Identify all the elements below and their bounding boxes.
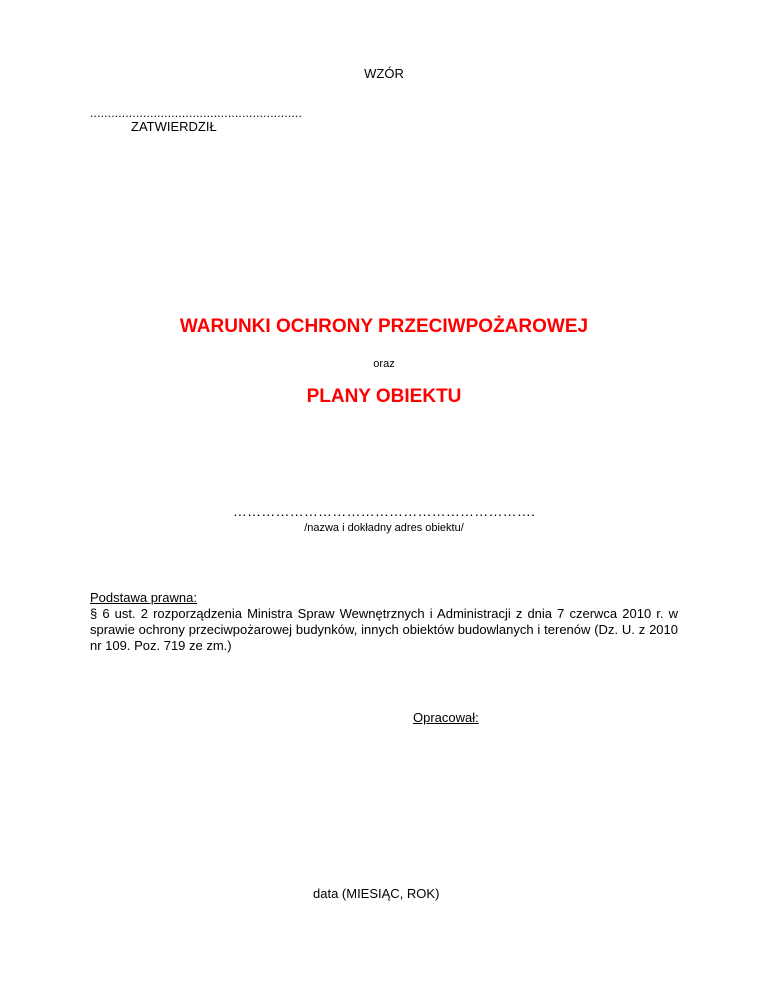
- date-line: data (MIESIĄC, ROK): [313, 886, 440, 901]
- approval-signature-line: ............................................................: [90, 106, 303, 120]
- approval-label: ZATWIERDZIŁ: [131, 119, 217, 134]
- object-name-caption: /nazwa i dokładny adres obiektu/: [304, 522, 464, 534]
- main-title: WARUNKI OCHRONY PRZECIWPOŻAROWEJ: [179, 316, 589, 337]
- prepared-by-label: Opracował:: [413, 710, 479, 725]
- title-connector: oraz: [373, 358, 395, 370]
- legal-basis-text: § 6 ust. 2 rozporządzenia Ministra Spraw Wewnętrznych i Administracji z dnia 7 czerwca 2010 r. w sprawie ochrony przeciwpożarowej budynków, innych obiektów budowlanych i terenów (Dz. U. z 2010 nr 109. Poz. 719 ze zm.): [90, 606, 678, 653]
- sub-title: PLANY OBIEKTU: [306, 386, 462, 407]
- legal-basis-heading: Podstawa prawna:: [90, 590, 197, 605]
- legal-basis-section: [90, 590, 678, 654]
- object-name-line: ……………………………………………………….: [232, 503, 536, 519]
- template-label: WZÓR: [364, 66, 404, 81]
